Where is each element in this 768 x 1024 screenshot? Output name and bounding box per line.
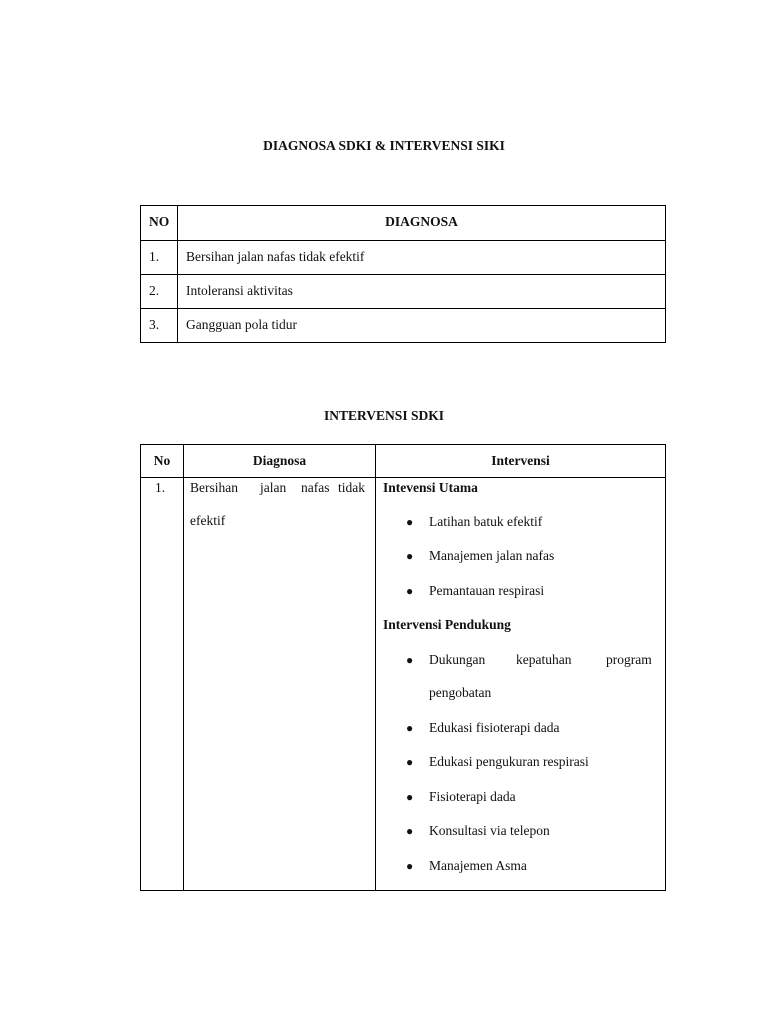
bullet-icon: ● <box>406 584 414 598</box>
row-no: 2. <box>149 283 160 298</box>
list-item: Edukasi fisioterapi dada <box>429 720 560 735</box>
list-item: Latihan batuk efektif <box>429 514 543 529</box>
list-item-word: kepatuhan <box>516 652 572 667</box>
section-title: INTERVENSI SDKI <box>324 408 444 423</box>
list-item: Konsultasi via telepon <box>429 823 550 838</box>
table-header-row <box>141 206 666 241</box>
page-title: DIAGNOSA SDKI & INTERVENSI SIKI <box>263 138 505 153</box>
list-item: Manajemen Asma <box>429 858 527 873</box>
pendukung-heading: Intervensi Pendukung <box>383 617 511 632</box>
row-no: 3. <box>149 317 160 332</box>
intervensi-cell <box>376 478 666 891</box>
table-row <box>141 241 666 275</box>
bullet-icon: ● <box>406 824 414 838</box>
list-item-word: pengobatan <box>429 685 492 700</box>
list-item: Edukasi pengukuran respirasi <box>429 754 589 769</box>
header-diagnosa: DIAGNOSA <box>385 214 458 229</box>
list-item: Fisioterapi dada <box>429 789 516 804</box>
list-item-word: Dukungan <box>429 652 486 667</box>
utama-heading: Intevensi Utama <box>383 480 478 495</box>
diagnosa-word: efektif <box>190 513 226 528</box>
list-item: Pemantauan respirasi <box>429 583 545 598</box>
bullet-icon: ● <box>406 515 414 529</box>
diagnosa-word: jalan <box>260 480 287 495</box>
diagnosa-cell <box>184 478 376 891</box>
row-no: 1. <box>155 480 166 495</box>
bullet-icon: ● <box>406 859 414 873</box>
list-item: Manajemen jalan nafas <box>429 548 555 563</box>
diagnosa-table <box>140 205 666 343</box>
diagnosa-word: nafas <box>301 480 330 495</box>
header-intervensi: Intervensi <box>491 453 550 468</box>
bullet-icon: ● <box>406 549 414 563</box>
header-no: No <box>153 453 171 468</box>
diagnosa-word: Bersihan <box>190 480 238 495</box>
table-header-row <box>141 445 666 478</box>
bullet-icon: ● <box>406 755 414 769</box>
bullet-icon: ● <box>406 721 414 735</box>
header-diagnosa: Diagnosa <box>252 453 307 468</box>
list-item-word: program <box>606 652 652 667</box>
row-diagnosa: Gangguan pola tidur <box>186 317 297 332</box>
header-no: NO <box>149 214 170 229</box>
row-diagnosa: Intoleransi aktivitas <box>186 283 293 298</box>
bullet-icon: ● <box>406 790 414 804</box>
table-row <box>141 309 666 343</box>
row-diagnosa: Bersihan jalan nafas tidak efektif <box>186 249 365 264</box>
row-no: 1. <box>149 249 160 264</box>
table-row <box>141 478 666 891</box>
table-row <box>141 275 666 309</box>
intervensi-table <box>140 444 666 891</box>
diagnosa-word: tidak <box>338 480 365 495</box>
bullet-icon: ● <box>406 653 414 667</box>
